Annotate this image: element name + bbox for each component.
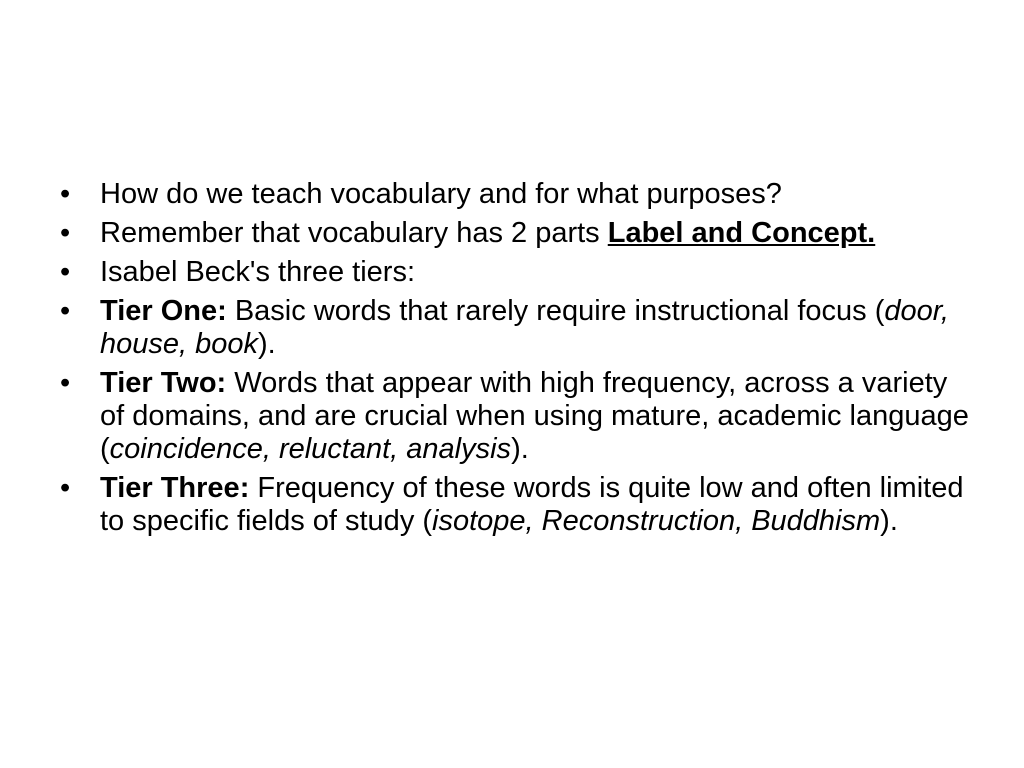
- bullet-item-tier-three: [60, 472, 970, 538]
- bullet-text: Remember that vocabulary has 2 parts: [100, 217, 608, 249]
- bullet-close: ).: [258, 328, 276, 360]
- bullet-marker: •: [60, 295, 71, 327]
- tier-examples: coincidence, reluctant, analysis: [109, 433, 512, 465]
- bullet-list: [60, 178, 970, 544]
- bullet-text: How do we teach vocabulary and for what purposes?: [100, 178, 782, 210]
- bullet-item: [60, 256, 970, 289]
- bullet-text: Words that appear with high frequency, across a variety of domains, and are crucial when using mature, academic language (: [100, 367, 969, 465]
- bullet-text: Isabel Beck's three tiers:: [100, 256, 416, 288]
- bullet-marker: •: [60, 367, 71, 399]
- bullet-item: [60, 217, 970, 250]
- tier-term: Tier Two:: [100, 367, 227, 399]
- emphasis-text: Label and Concept.: [607, 217, 876, 249]
- bullet-text: Basic words that rarely require instructional focus (: [226, 295, 885, 327]
- tier-term: Tier One:: [100, 295, 227, 327]
- bullet-item-tier-two: [60, 367, 970, 466]
- tier-examples: door, house, book: [100, 295, 949, 360]
- bullet-close: ).: [880, 505, 898, 537]
- bullet-close: ).: [511, 433, 529, 465]
- tier-examples: isotope, Reconstruction, Buddhism: [432, 505, 881, 537]
- tier-term: Tier Three:: [100, 472, 250, 504]
- bullet-marker: •: [60, 472, 71, 504]
- bullet-marker: •: [60, 217, 71, 249]
- bullet-text: Frequency of these words is quite low and often limited to specific fields of study (: [100, 472, 964, 537]
- bullet-item: [60, 178, 970, 211]
- bullet-marker: •: [60, 178, 71, 210]
- bullet-item-tier-one: [60, 295, 970, 361]
- bullet-marker: •: [60, 256, 71, 288]
